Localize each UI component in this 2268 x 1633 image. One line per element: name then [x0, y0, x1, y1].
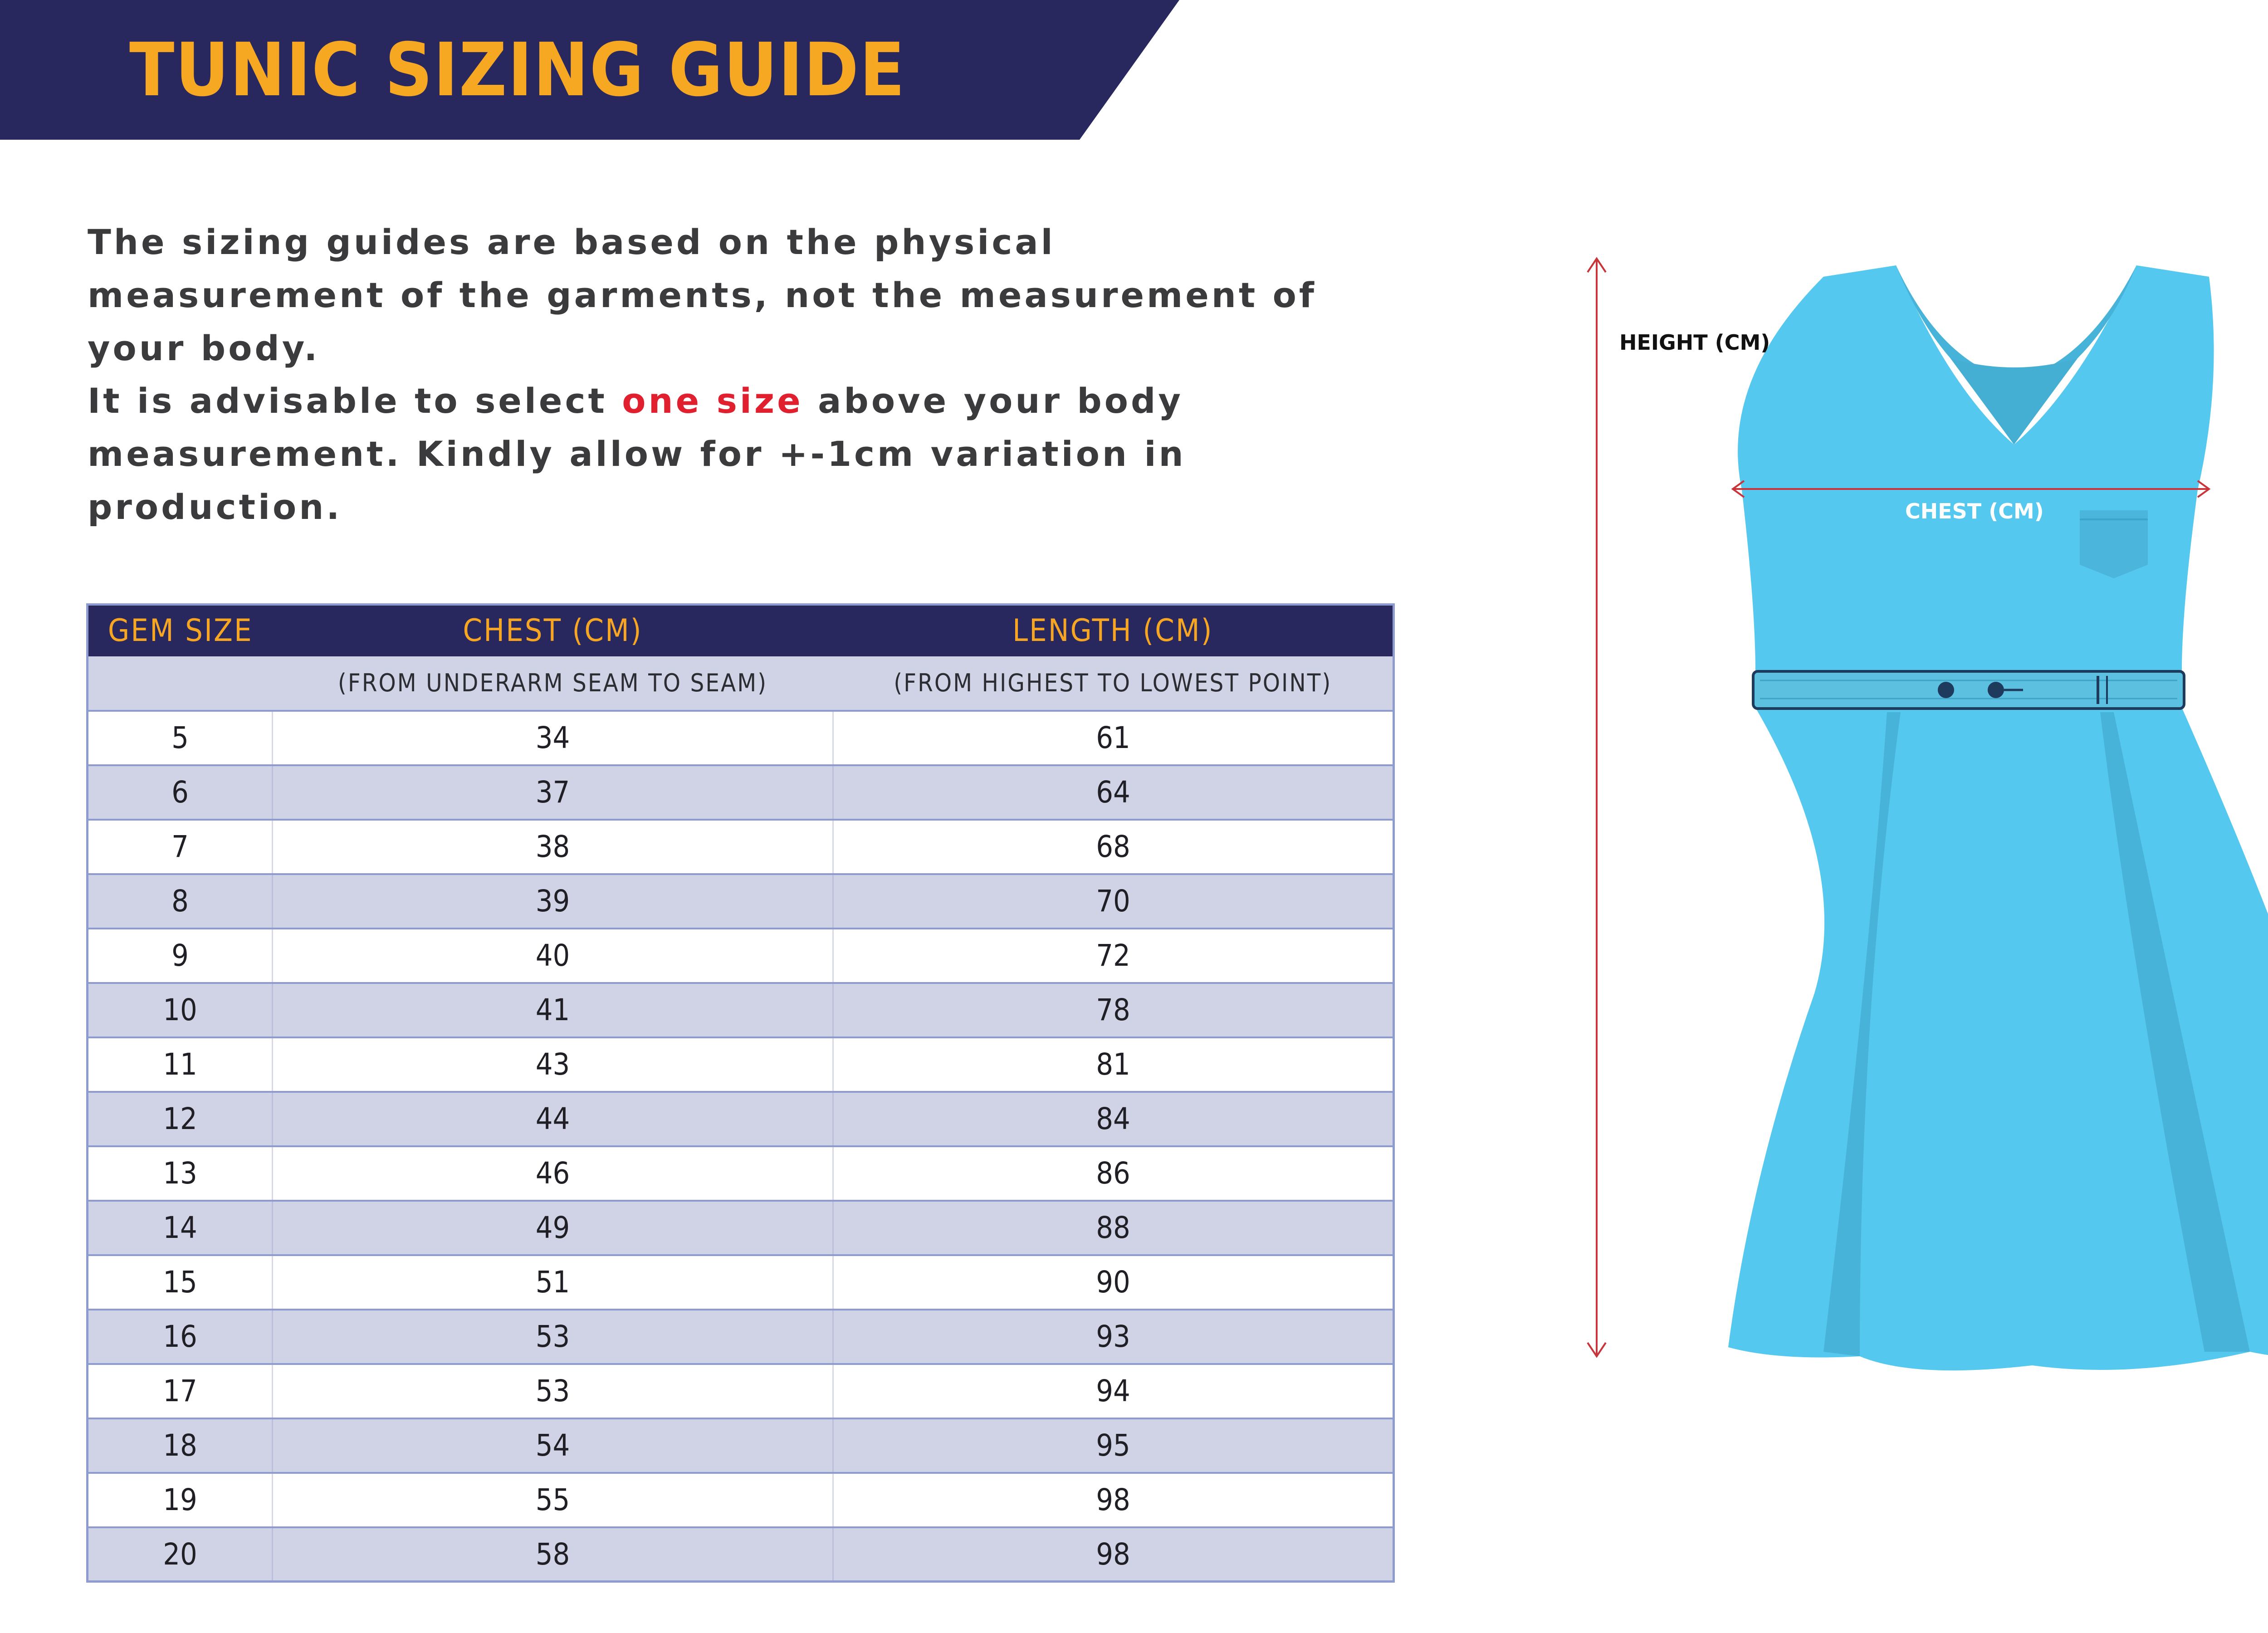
- subheader-length: (FROM HIGHEST TO LOWEST POINT): [833, 656, 1394, 711]
- chest-cell: 51: [273, 1255, 833, 1310]
- height-label: HEIGHT (CM): [1619, 330, 1770, 355]
- table-row: [88, 929, 1394, 983]
- length-cell: 93: [833, 1310, 1394, 1364]
- dress-pocket: [2080, 510, 2148, 578]
- belt-button-right: [1988, 682, 2004, 698]
- table-row: [88, 1418, 1394, 1473]
- one-size-highlight: one size: [622, 381, 803, 421]
- length-cell: 98: [833, 1527, 1394, 1582]
- length-cell: 72: [833, 929, 1394, 983]
- length-cell: 70: [833, 874, 1394, 929]
- subheader-gem-size: [88, 656, 273, 711]
- length-cell: 84: [833, 1092, 1394, 1146]
- gem-size-cell: 20: [88, 1527, 273, 1582]
- gem-size-cell: 12: [88, 1092, 273, 1146]
- chest-cell: 46: [273, 1146, 833, 1201]
- dress-skirt: [1728, 708, 2268, 1370]
- table-row: [88, 1146, 1394, 1201]
- chest-cell: 41: [273, 983, 833, 1037]
- length-cell: 64: [833, 765, 1394, 820]
- header-chest: CHEST (CM): [273, 605, 833, 656]
- table-row: [88, 1364, 1394, 1418]
- dress-belt: [1753, 671, 2184, 709]
- length-cell: 68: [833, 820, 1394, 874]
- chest-cell: 34: [273, 711, 833, 765]
- length-cell: 95: [833, 1418, 1394, 1473]
- gem-size-cell: 11: [88, 1037, 273, 1092]
- tunic-dress-illustration: [1542, 245, 2268, 1415]
- table-row: [88, 983, 1394, 1037]
- length-cell: 98: [833, 1473, 1394, 1527]
- chest-cell: 55: [273, 1473, 833, 1527]
- header-gem-size: GEM SIZE: [88, 605, 273, 656]
- table-subheader-row: [88, 656, 1394, 711]
- table-row: [88, 1310, 1394, 1364]
- table-row: [88, 1201, 1394, 1255]
- chest-cell: 54: [273, 1418, 833, 1473]
- chest-cell: 39: [273, 874, 833, 929]
- gem-size-cell: 17: [88, 1364, 273, 1418]
- gem-size-cell: 13: [88, 1146, 273, 1201]
- length-cell: 90: [833, 1255, 1394, 1310]
- dress-bodice: [1738, 265, 2214, 671]
- gem-size-cell: 16: [88, 1310, 273, 1364]
- table-row: [88, 874, 1394, 929]
- length-cell: 86: [833, 1146, 1394, 1201]
- intro-advice-text-end: above your body measurement. Kindly allow for +-1cm variation in production.: [88, 381, 1186, 527]
- chest-cell: 44: [273, 1092, 833, 1146]
- table-row: [88, 820, 1394, 874]
- length-cell: 61: [833, 711, 1394, 765]
- gem-size-cell: 9: [88, 929, 273, 983]
- table-row: [88, 1527, 1394, 1582]
- gem-size-cell: 7: [88, 820, 273, 874]
- gem-size-cell: 8: [88, 874, 273, 929]
- gem-size-cell: 15: [88, 1255, 273, 1310]
- gem-size-cell: 6: [88, 765, 273, 820]
- table-header-row: [88, 605, 1394, 656]
- gem-size-cell: 19: [88, 1473, 273, 1527]
- chest-cell: 40: [273, 929, 833, 983]
- gem-size-cell: 5: [88, 711, 273, 765]
- length-cell: 88: [833, 1201, 1394, 1255]
- chest-cell: 38: [273, 820, 833, 874]
- chest-cell: 49: [273, 1201, 833, 1255]
- chest-cell: 53: [273, 1310, 833, 1364]
- chest-cell: 58: [273, 1527, 833, 1582]
- page-title: TUNIC SIZING GUIDE: [129, 28, 906, 113]
- belt-button-left: [1938, 682, 1954, 698]
- subheader-chest: (FROM UNDERARM SEAM TO SEAM): [273, 656, 833, 711]
- chest-cell: 53: [273, 1364, 833, 1418]
- intro-paragraph-measurement: The sizing guides are based on the physical measurement of the garments, not the measurement of your body.: [88, 222, 1317, 368]
- chest-cell: 43: [273, 1037, 833, 1092]
- gem-size-cell: 10: [88, 983, 273, 1037]
- header-length: LENGTH (CM): [833, 605, 1394, 656]
- length-cell: 78: [833, 983, 1394, 1037]
- size-table: [86, 603, 1395, 1583]
- table-row: [88, 1255, 1394, 1310]
- table-row: [88, 1092, 1394, 1146]
- chest-label: CHEST (CM): [1905, 499, 2044, 523]
- chest-cell: 37: [273, 765, 833, 820]
- table-row: [88, 711, 1394, 765]
- table-row: [88, 1473, 1394, 1527]
- length-cell: 81: [833, 1037, 1394, 1092]
- table-row: [88, 765, 1394, 820]
- size-table-body: [88, 711, 1394, 1582]
- table-row: [88, 1037, 1394, 1092]
- intro-paragraph-advice: [88, 374, 1358, 533]
- length-cell: 94: [833, 1364, 1394, 1418]
- intro-advice-text-start: It is advisable to select: [88, 381, 622, 421]
- gem-size-cell: 14: [88, 1201, 273, 1255]
- gem-size-cell: 18: [88, 1418, 273, 1473]
